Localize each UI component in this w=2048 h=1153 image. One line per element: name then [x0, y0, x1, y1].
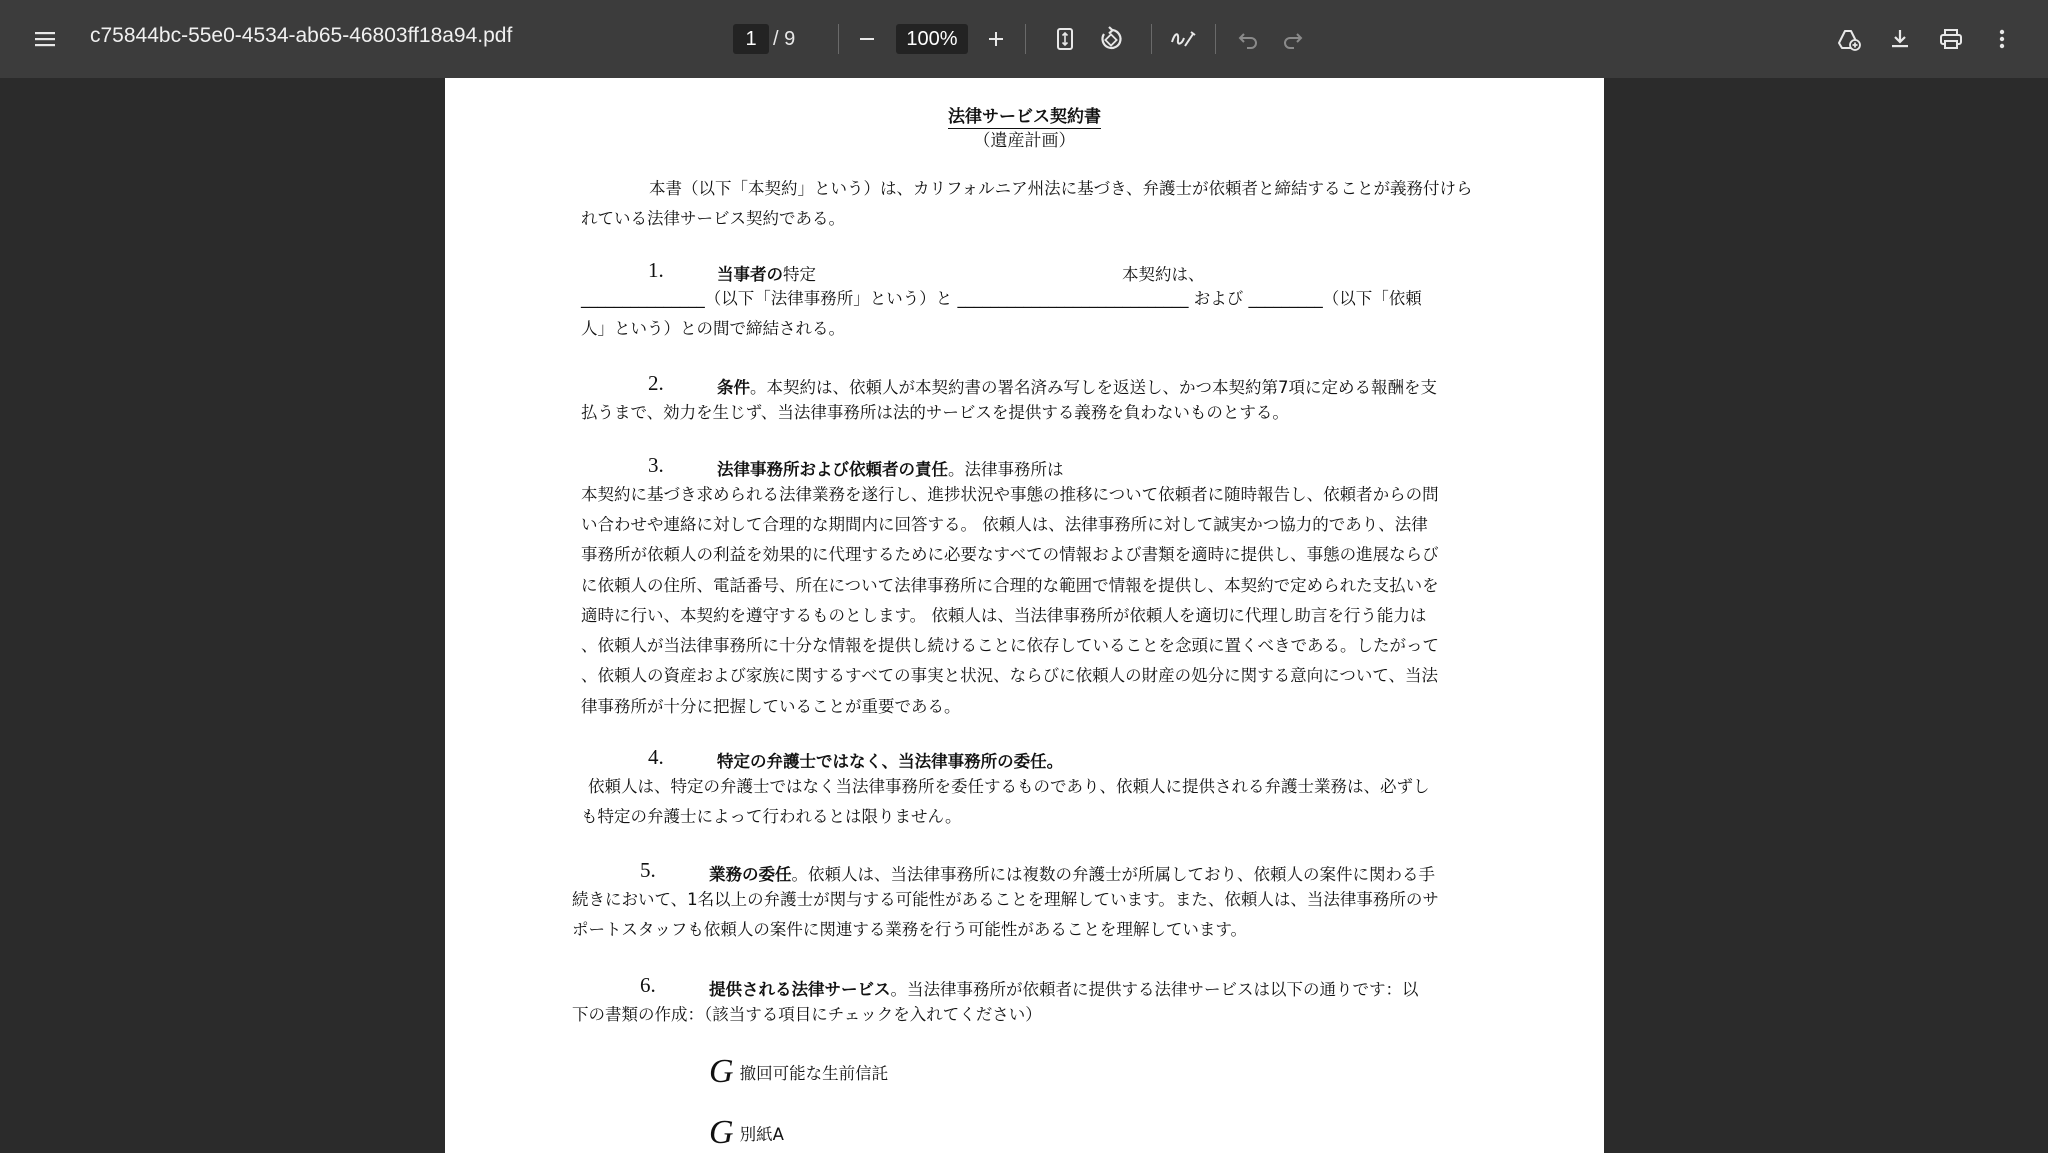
section-number: 1.: [648, 258, 664, 282]
section-heading: 条件。本契約は、依頼人が本契約書の署名済み写しを返送し、かつ本契約第7項に定める報酬を支: [717, 378, 1437, 397]
section-number: 3.: [648, 453, 664, 477]
toolbar-divider: [1151, 24, 1152, 54]
section-heading: 業務の委任。依頼人は、当法律事務所には複数の弁護士が所属しており、依頼人の案件に関わる手: [709, 865, 1435, 884]
toolbar-divider: [838, 24, 839, 54]
section-line: 事務所が依頼人の利益を効果的に代理するために必要なすべての情報および書類を適時に提供し、事態の進展ならび: [581, 545, 1439, 564]
toolbar-divider: [1215, 24, 1216, 54]
section-line: 律事務所が十分に把握していることが重要である。: [581, 697, 961, 716]
section-line: 、依頼人が当法律事務所に十分な情報を提供し続けることに依存していることを念頭に置くべきである。したがって: [581, 636, 1439, 655]
pdf-viewer[interactable]: [0, 78, 2048, 1153]
checkbox-label: 別紙A: [739, 1125, 784, 1144]
section-heading: 特定の弁護士ではなく、当法律事務所の委任。: [717, 752, 1064, 771]
section-line: _______________（以下「法律事務所」という）と ____________________________ および _________（以下「依頼: [581, 289, 1422, 308]
section-line: 本契約に基づき求められる法律業務を遂行し、進捗状況や事態の推移について依頼者に随時報告し、依頼者からの問: [581, 485, 1439, 504]
zoom-level-input[interactable]: 100%: [896, 24, 968, 54]
section-line: 依頼人は、特定の弁護士ではなく当法律事務所を委任するものであり、依頼人に提供される弁護士業務は、必ずし: [588, 777, 1430, 796]
redo-icon[interactable]: [1273, 19, 1313, 59]
pdf-toolbar: [0, 0, 2048, 78]
section-heading: 提供される法律サービス。当法律事務所が依頼者に提供する法律サービスは以下の通りです：以: [709, 980, 1419, 999]
annotate-pen-icon[interactable]: [1163, 19, 1203, 59]
section-line: に依頼人の住所、電話番号、所在について法律事務所に合理的な範囲で情報を提供し、本契約で定められた支払いを: [581, 576, 1439, 595]
section-heading: 当事者の特定: [717, 265, 816, 284]
section-heading: 法律事務所および依頼者の責任。法律事務所は: [717, 460, 1064, 479]
intro-line: れている法律サービス契約である。: [581, 209, 845, 228]
page-number-input[interactable]: 1: [733, 24, 769, 54]
file-name: c75844bc-55e0-4534-ab65-46803ff18a94.pdf: [90, 24, 513, 47]
more-options-icon[interactable]: [1982, 19, 2022, 59]
pdf-page: [445, 78, 1604, 1153]
section-line: い合わせや連絡に対して合理的な期間内に回答する。 依頼人は、法律事務所に対して誠実かつ協力的であり、法律: [581, 515, 1428, 534]
total-pages: / 9: [773, 28, 796, 50]
fit-page-icon[interactable]: [1045, 19, 1085, 59]
document-title: 法律サービス契約書: [948, 107, 1101, 127]
section-line: 続きにおいて、1名以上の弁護士が関与する可能性があることを理解しています。また、依頼人は、当法律事務所のサ: [572, 890, 1439, 909]
download-icon[interactable]: [1880, 19, 1920, 59]
section-number: 6.: [640, 973, 656, 997]
section-line: 人」という）との間で締結される。: [581, 319, 845, 338]
section-line: 下の書類の作成：（該当する項目にチェックを入れてください）: [572, 1005, 1042, 1024]
section-line: も特定の弁護士によって行われるとは限りません。: [581, 807, 962, 826]
section-line: ポートスタッフも依頼人の案件に関連する業務を行う可能性があることを理解しています。: [572, 920, 1248, 939]
menu-icon[interactable]: [25, 19, 65, 59]
toolbar-divider: [1025, 24, 1026, 54]
document-subtitle: （遺産計画）: [973, 131, 1076, 151]
rotate-icon[interactable]: [1091, 19, 1131, 59]
zoom-in-icon[interactable]: [976, 19, 1016, 59]
checkbox-option[interactable]: [709, 1053, 889, 1090]
checkbox-glyph: G: [709, 1114, 734, 1151]
zoom-out-icon[interactable]: [847, 19, 887, 59]
section-line: 、依頼人の資産および家族に関するすべての事実と状況、ならびに依頼人の財産の処分に関する意向について、当法: [581, 666, 1439, 685]
undo-icon[interactable]: [1228, 19, 1268, 59]
section-number: 4.: [648, 745, 664, 769]
section-number: 2.: [648, 371, 664, 395]
intro-line: 本書（以下「本契約」という）は、カリフォルニア州法に基づき、弁護士が依頼者と締結することが義務付けら: [649, 179, 1473, 198]
section-text: 本契約は、: [1122, 265, 1205, 284]
section-line: 払うまで、効力を生じず、当法律事務所は法的サービスを提供する義務を負わないものとする。: [581, 403, 1289, 422]
section-number: 5.: [640, 858, 656, 882]
save-to-drive-icon[interactable]: [1828, 19, 1868, 59]
section-line: 適時に行い、本契約を遵守するものとします。 依頼人は、当法律事務所が依頼人を適切に代理し助言を行う能力は: [581, 606, 1427, 625]
checkbox-glyph: G: [709, 1053, 734, 1090]
checkbox-label: 撤回可能な生前信託: [739, 1064, 889, 1083]
checkbox-option[interactable]: [709, 1114, 784, 1151]
print-icon[interactable]: [1931, 19, 1971, 59]
